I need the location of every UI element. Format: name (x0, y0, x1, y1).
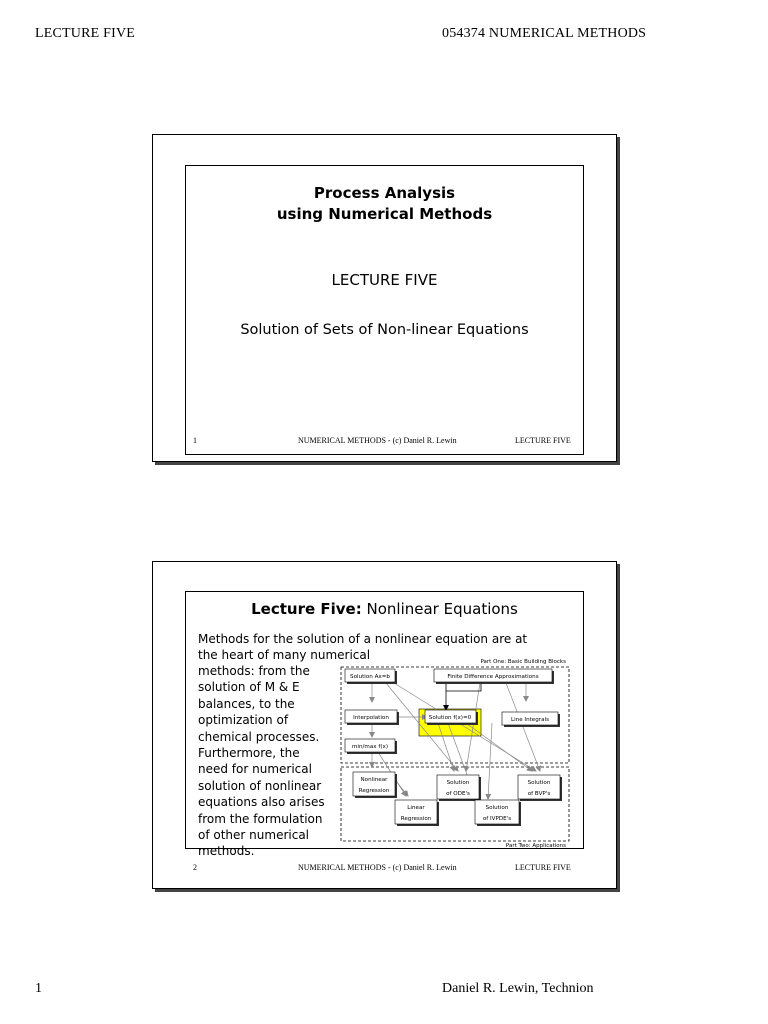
slide-1-title-line2: using Numerical Methods (276, 205, 493, 223)
body-line: solution of M & E (198, 680, 300, 695)
svg-text:Solution Ax=b: Solution Ax=b (350, 674, 390, 680)
slide-1-subtitle: Solution of Sets of Non-linear Equations (240, 322, 529, 338)
part-two-label: Part Two: Applications (505, 843, 566, 849)
slide-2-title-rest: Nonlinear Equations (366, 600, 518, 618)
body-line: need for numerical (198, 762, 312, 777)
box-nonlinear-regression (353, 772, 397, 798)
diagram-boxes (345, 669, 562, 826)
page-number: 1 (35, 981, 42, 996)
page-header-left: LECTURE FIVE (35, 26, 136, 41)
box-solution-fx (425, 710, 478, 725)
body-line: methods: from the (198, 664, 310, 678)
slide-2-title (186, 600, 583, 618)
svg-text:Solution f(x)=0: Solution f(x)=0 (428, 715, 472, 721)
diagram-arrows-dark (446, 683, 481, 710)
svg-text:Finite Difference Approximatio: Finite Difference Approximations (447, 674, 539, 680)
box-line-integrals (502, 712, 560, 727)
methods-dependency-diagram (336, 651, 572, 849)
body-line: from the formulation (198, 811, 323, 826)
box-interpolation (345, 710, 399, 725)
box-solution-bvps (518, 775, 562, 801)
arrow (488, 723, 492, 799)
svg-text:min/max f(x): min/max f(x) (351, 744, 389, 750)
svg-text:Interpolation: Interpolation (353, 715, 389, 721)
arrow (466, 723, 532, 771)
svg-text:of BVP's: of BVP's (527, 791, 551, 797)
svg-text:Line Integrals: Line Integrals (510, 717, 550, 723)
slide-2-title-bold: Lecture Five: (251, 600, 362, 618)
svg-text:of ODE's: of ODE's (446, 791, 470, 797)
arrow (446, 683, 481, 691)
body-line: Methods for the solution of a nonlinear equation are at (198, 632, 528, 646)
slide-1-title (186, 183, 583, 225)
slide-2-content-frame (185, 591, 584, 859)
slide-1-title-line1: Process Analysis (313, 184, 456, 202)
slide-2 (152, 561, 617, 889)
svg-text:Solution: Solution (527, 780, 551, 786)
body-line: balances, to the (198, 696, 295, 711)
page-header-right: 054374 NUMERICAL METHODS (442, 26, 647, 41)
slide-2-footer-course: NUMERICAL METHODS - (c) Daniel R. Lewin (298, 863, 457, 872)
svg-text:Regression: Regression (400, 816, 432, 822)
slide-1-footer-course: NUMERICAL METHODS - (c) Daniel R. Lewin (298, 436, 457, 445)
box-solution-ivpdes (475, 800, 521, 826)
box-minmax (345, 739, 397, 754)
svg-text:Linear: Linear (407, 805, 425, 811)
slide-1 (152, 134, 617, 462)
svg-text:Regression: Regression (358, 788, 390, 794)
svg-text:Nonlinear: Nonlinear (360, 777, 388, 783)
body-line: the heart of many numerical (198, 648, 371, 663)
slide-1-footer-lecture: LECTURE FIVE (515, 436, 571, 445)
body-line: solution of nonlinear (198, 778, 322, 793)
body-line: chemical processes. (198, 729, 320, 744)
box-solution-odes (437, 775, 481, 801)
slide-2-footer-lecture: LECTURE FIVE (515, 863, 571, 872)
body-line: methods. (198, 844, 255, 859)
slide-1-content-frame (185, 165, 584, 455)
svg-text:Solution: Solution (446, 780, 470, 786)
box-finite-difference (434, 669, 554, 684)
body-line: optimization of (198, 713, 289, 728)
slide-2-number: 2 (193, 863, 197, 872)
svg-text:Solution: Solution (485, 805, 509, 811)
part-one-label: Part One: Basic Building Blocks (480, 659, 566, 665)
slide-1-lecture-label: LECTURE FIVE (331, 271, 438, 289)
body-line: of other numerical (198, 828, 309, 843)
slide-2-body-text (198, 663, 338, 860)
body-line: Furthermore, the (198, 746, 300, 761)
page-footer-author: Daniel R. Lewin, Technion (442, 981, 594, 996)
box-solution-axb (345, 669, 397, 684)
arrow (396, 781, 408, 796)
box-linear-regression (395, 800, 439, 826)
body-line: equations also arises (198, 795, 325, 810)
slide-1-number: 1 (193, 436, 197, 445)
svg-text:of IVPDE's: of IVPDE's (482, 816, 512, 822)
